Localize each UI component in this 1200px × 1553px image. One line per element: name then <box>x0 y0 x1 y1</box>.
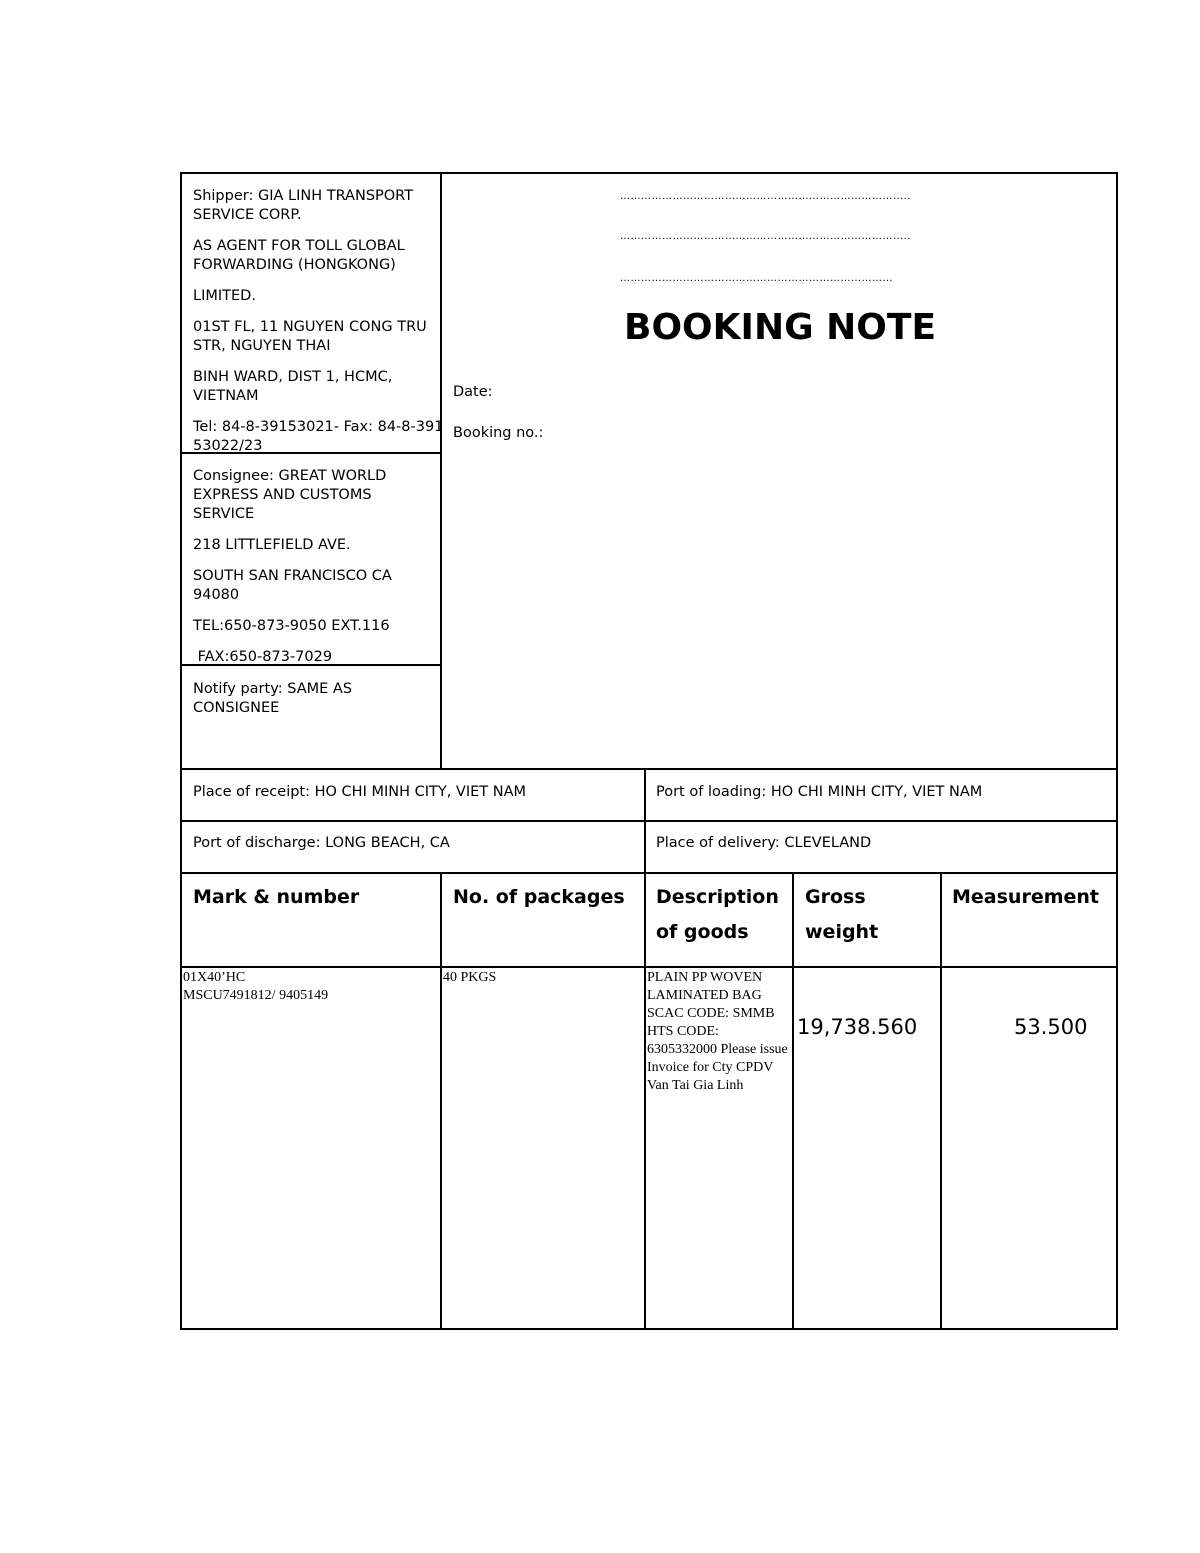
cargo-header-line <box>180 966 1118 968</box>
mark-number-line-2: MSCU7491812/ 9405149 <box>183 988 329 1003</box>
mark-number-line-1: 01X40’HC <box>183 970 246 985</box>
routing-mid-line <box>180 820 1118 822</box>
routing-divider <box>644 768 646 872</box>
port-of-discharge: Port of discharge: LONG BEACH, CA <box>193 835 450 851</box>
notify-party: Notify party: SAME AS CONSIGNEE <box>193 681 353 716</box>
document-title: BOOKING NOTE <box>624 307 937 348</box>
place-of-delivery: Place of delivery: CLEVELAND <box>656 835 872 851</box>
routing-top-line <box>180 768 1118 770</box>
routing-bottom-line <box>180 872 1118 874</box>
shipper-line: 01ST FL, 11 NGUYEN CONG TRU STR, NGUYEN THAI <box>193 319 427 354</box>
header-mark-number: Mark & number <box>193 886 360 908</box>
place-of-receipt: Place of receipt: HO CHI MINH CITY, VIET NAM <box>193 784 527 800</box>
shipper-line: AS AGENT FOR TOLL GLOBAL FORWARDING (HONGKONG) <box>193 238 405 273</box>
consignee-line: TEL:650-873-9050 EXT.116 <box>193 618 390 634</box>
header-dots-1: ……………………………………………………………………….. <box>620 191 911 202</box>
header-measurement: Measurement <box>952 886 1099 908</box>
shipper-line: Tel: 84-8-39153021- Fax: 84-8-39153022/23 <box>193 419 444 454</box>
date-label: Date: <box>453 384 493 400</box>
consignee-line: 218 LITTLEFIELD AVE. <box>193 537 351 553</box>
shipper-line: BINH WARD, DIST 1, HCMC, VIETNAM <box>193 369 393 404</box>
shipper-block <box>193 187 445 468</box>
header-description: Description of goods <box>656 886 779 943</box>
cargo-col-1 <box>440 872 442 1329</box>
header-dots-3: …………………………………………………………………… <box>620 273 893 284</box>
port-of-loading: Port of loading: HO CHI MINH CITY, VIET NAM <box>656 784 983 800</box>
consignee-line: SOUTH SAN FRANCISCO CA 94080 <box>193 568 392 603</box>
header-gross-weight: Gross weight <box>805 886 879 943</box>
consignee-line: FAX:650-873-7029 <box>193 649 333 665</box>
gross-weight-value: 19,738.560 <box>797 1015 918 1039</box>
shipper-line: LIMITED. <box>193 288 256 304</box>
shipper-line: Shipper: GIA LINH TRANSPORT SERVICE CORP. <box>193 188 414 223</box>
consignee-line: Consignee: GREAT WORLD EXPRESS AND CUSTOMS SERVICE <box>193 468 387 522</box>
consignee-block <box>193 467 433 679</box>
cargo-col-4 <box>940 872 942 1329</box>
description-value: PLAIN PP WOVEN LAMINATED BAG SCAC CODE: SMMB HTS CODE: 6305332000 Please issue Invoice for Cty CPDV Van Tai Gia Linh <box>647 970 788 1093</box>
cargo-col-3 <box>792 872 794 1329</box>
header-packages: No. of packages <box>453 886 625 908</box>
packages-value: 40 PKGS <box>443 970 497 985</box>
cargo-col-2 <box>644 872 646 1329</box>
booking-number-label: Booking no.: <box>453 425 544 441</box>
header-dots-2: ……………………………………………………………………….. <box>620 231 911 242</box>
measurement-value: 53.500 <box>1014 1015 1088 1039</box>
